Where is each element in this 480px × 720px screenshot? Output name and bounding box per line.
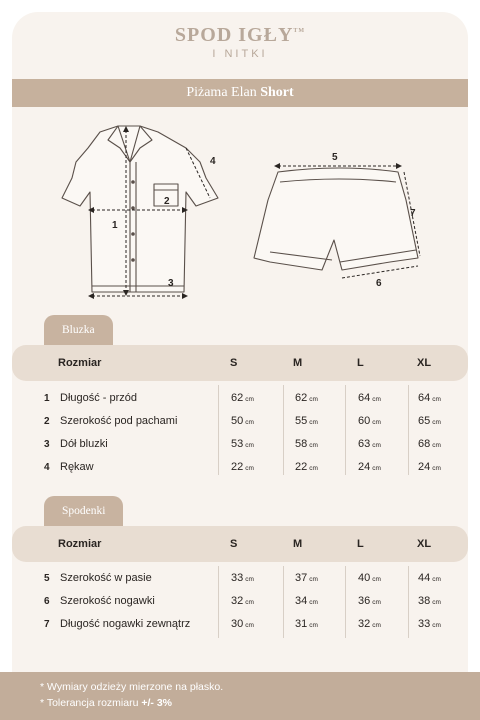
header-size-xl: XL bbox=[417, 357, 432, 369]
shorts-outline bbox=[254, 168, 418, 270]
product-name: Piżama Elan bbox=[186, 85, 261, 100]
table-header-spodenki bbox=[12, 526, 468, 562]
measure-label-6: 6 bbox=[376, 278, 382, 289]
measure-label-3: 3 bbox=[168, 278, 174, 289]
measure-label-7: 7 bbox=[410, 208, 416, 219]
header-size-m: M bbox=[293, 357, 303, 369]
footnote-tolerance: * Tolerancja rozmiaru +/- 3% bbox=[40, 697, 172, 709]
header-size-xl: XL bbox=[417, 538, 432, 550]
brand-logo: SPOD IGŁY™ I NITKI bbox=[174, 24, 306, 60]
product-variant: Short bbox=[260, 85, 294, 100]
measure-label-5: 5 bbox=[332, 152, 338, 163]
product-title-banner bbox=[12, 79, 468, 107]
measure-label-1: 1 bbox=[112, 220, 118, 231]
footnote-measurement: * Wymiary odzieży mierzone na płasko. bbox=[40, 681, 224, 693]
measure-label-4: 4 bbox=[210, 156, 216, 167]
header-size-s: S bbox=[230, 357, 238, 369]
garment-diagram bbox=[0, 110, 480, 325]
table-tag-spodenki: Spodenki bbox=[44, 496, 123, 526]
footer-notes bbox=[0, 672, 480, 720]
header-size-label: Rozmiar bbox=[58, 357, 102, 369]
table-header-bluzka bbox=[12, 345, 468, 381]
header-size-s: S bbox=[230, 538, 238, 550]
header-size-label: Rozmiar bbox=[58, 538, 102, 550]
table-tag-bluzka: Bluzka bbox=[44, 315, 113, 345]
shirt-outline bbox=[62, 126, 218, 292]
header-size-l: L bbox=[357, 538, 364, 550]
header-size-l: L bbox=[357, 357, 364, 369]
measure-label-2: 2 bbox=[164, 196, 170, 207]
header-size-m: M bbox=[293, 538, 303, 550]
